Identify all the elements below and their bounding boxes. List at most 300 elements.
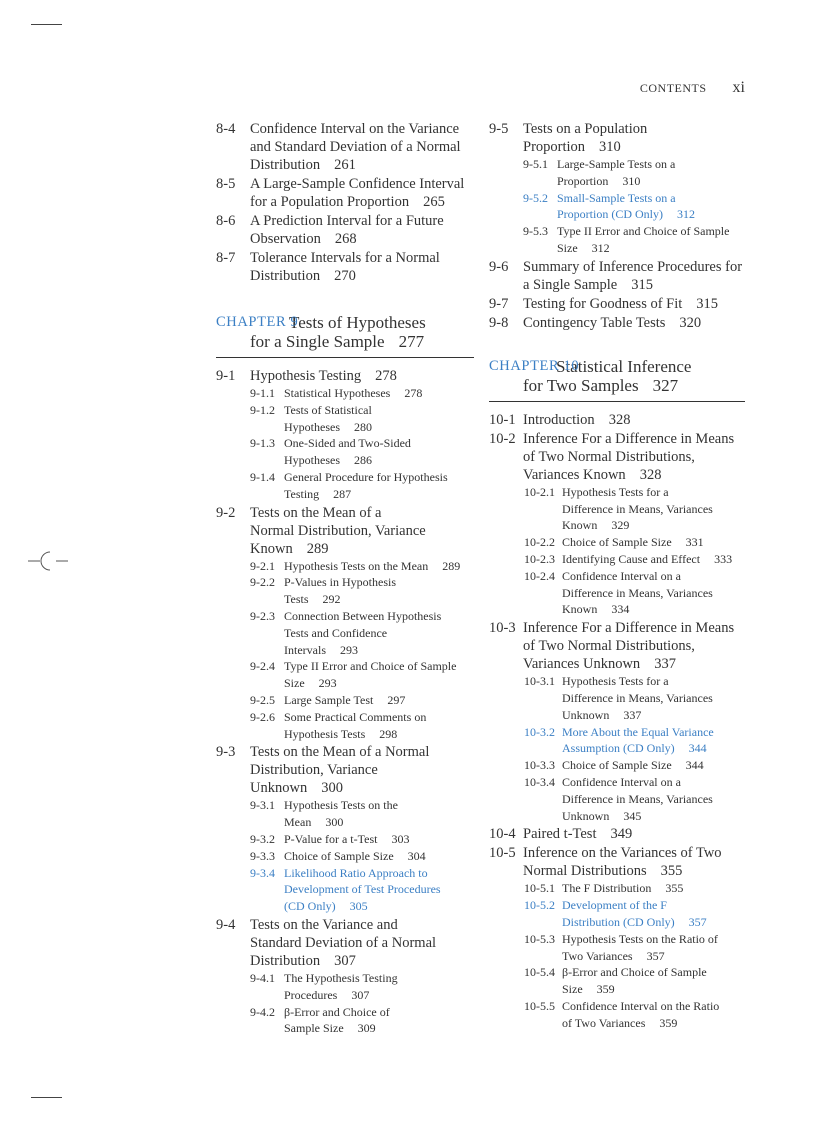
entry-title-line bbox=[250, 504, 474, 522]
chapter-label: CHAPTER 9 bbox=[216, 314, 299, 330]
entry-title-text: Difference in Means, Variances bbox=[562, 501, 713, 516]
entry-title-text: Known bbox=[562, 518, 598, 533]
entry-title-text: Normal Distributions bbox=[523, 863, 647, 880]
entry-title-line bbox=[557, 156, 745, 173]
entry-title-text: Assumption (CD Only) bbox=[562, 741, 675, 756]
entry-title-line bbox=[523, 862, 745, 880]
entry-page-number: 337 bbox=[654, 656, 676, 673]
entry-title-line bbox=[523, 138, 745, 156]
entry-page-number: 315 bbox=[696, 295, 719, 312]
entry-title-line bbox=[250, 193, 474, 211]
entry-page-number: 300 bbox=[325, 815, 344, 830]
section-number: 10-3.3 bbox=[524, 758, 555, 773]
toc-section[interactable] bbox=[216, 503, 474, 558]
section-number: 10-2 bbox=[489, 430, 516, 447]
toc-subsection[interactable] bbox=[489, 484, 745, 534]
entry-title-text: Inference on the Variances of Two bbox=[523, 845, 722, 862]
section-number: 10-2.3 bbox=[524, 551, 555, 566]
chapter-title-line bbox=[523, 376, 745, 395]
section-number: 9-5.2 bbox=[523, 190, 548, 205]
entry-title-text: A Prediction Interval for a Future bbox=[250, 213, 444, 229]
section-number: 9-1 bbox=[216, 368, 236, 384]
chapter-title-text: for a Single Sample bbox=[250, 332, 385, 351]
entry-title-text: Proportion (CD Only) bbox=[557, 207, 663, 222]
entry-title-text: Hypothesis Testing bbox=[250, 368, 362, 384]
entry-title-text: General Procedure for Hypothesis bbox=[284, 469, 448, 484]
entry-title-line bbox=[562, 585, 745, 602]
entry-title-line bbox=[250, 249, 474, 267]
entry-title-text: Hypothesis Tests on the bbox=[284, 798, 398, 813]
entry-page-number: 355 bbox=[665, 881, 684, 896]
entry-title-line bbox=[284, 970, 474, 987]
toc-subsection[interactable] bbox=[216, 970, 474, 1004]
toc-subsection[interactable] bbox=[216, 848, 474, 865]
toc-subsection[interactable] bbox=[216, 797, 474, 831]
toc-subsection[interactable] bbox=[489, 551, 745, 568]
entry-title-line bbox=[523, 825, 745, 843]
entry-title-line bbox=[562, 774, 745, 791]
entry-title-text: Tests bbox=[284, 592, 309, 607]
entry-page-number: 261 bbox=[334, 157, 356, 173]
entry-title-text: Hypothesis Tests for a bbox=[562, 484, 669, 499]
entry-title-text: Summary of Inference Procedures for bbox=[523, 258, 743, 275]
toc-subsection[interactable] bbox=[216, 608, 474, 658]
entry-title-text: Proportion bbox=[557, 173, 609, 188]
section-number: 9-1.2 bbox=[250, 402, 275, 417]
entry-title-line bbox=[250, 540, 474, 558]
entry-title-text: Inference For a Difference in Means bbox=[523, 620, 735, 637]
entry-page-number: 293 bbox=[339, 642, 358, 657]
toc-subsection[interactable] bbox=[216, 402, 474, 436]
entry-title-text: Some Practical Comments on bbox=[284, 709, 427, 724]
entry-page-number: 357 bbox=[688, 914, 707, 929]
entry-title-line bbox=[250, 212, 474, 230]
entry-title-line bbox=[250, 522, 474, 540]
entry-title-text: Confidence Interval on a bbox=[562, 774, 681, 789]
entry-title-line bbox=[250, 267, 474, 285]
entry-title-text: A Large-Sample Confidence Interval bbox=[250, 176, 465, 192]
entry-title-line bbox=[562, 1015, 745, 1032]
entry-title-line bbox=[284, 625, 474, 642]
entry-page-number: 292 bbox=[322, 592, 341, 607]
section-number: 9-2.2 bbox=[250, 575, 275, 590]
running-header bbox=[640, 79, 745, 97]
toc-subsection[interactable] bbox=[489, 534, 745, 551]
entry-page-number: 300 bbox=[321, 780, 343, 797]
toc-subsection[interactable] bbox=[216, 709, 474, 743]
entry-title-text: Development of the F bbox=[562, 898, 667, 913]
entry-page-number: 293 bbox=[318, 676, 337, 691]
toc-subsection[interactable] bbox=[489, 757, 745, 774]
entry-page-number: 304 bbox=[407, 848, 426, 863]
entry-title-text: Hypotheses bbox=[284, 453, 340, 468]
entry-page-number: 310 bbox=[622, 173, 641, 188]
entry-title-text: Sample Size bbox=[284, 1021, 344, 1036]
toc-section[interactable] bbox=[489, 410, 745, 429]
entry-page-number: 359 bbox=[659, 1015, 678, 1030]
section-number: 9-1.3 bbox=[250, 436, 275, 451]
entry-title-text: Known bbox=[562, 602, 598, 617]
entry-title-line bbox=[284, 881, 474, 898]
entry-title-line bbox=[562, 998, 745, 1015]
entry-title-line bbox=[562, 757, 745, 774]
section-number: 10-2.1 bbox=[524, 484, 555, 499]
entry-title-text: Distribution (CD Only) bbox=[562, 914, 675, 929]
entry-title-line bbox=[284, 642, 474, 659]
entry-title-text: Variances Known bbox=[523, 466, 626, 483]
section-number: 9-5.3 bbox=[523, 224, 548, 239]
entry-title-line bbox=[250, 952, 474, 970]
entry-title-text: Statistical Hypotheses bbox=[284, 386, 391, 400]
entry-title-text: Hypothesis Tests on the Mean bbox=[284, 558, 429, 573]
entry-title-line bbox=[284, 608, 474, 625]
entry-title-text: Tolerance Intervals for a Normal bbox=[250, 250, 440, 266]
section-number: 10-5.3 bbox=[524, 931, 555, 946]
section-number: 9-3.4 bbox=[250, 865, 275, 880]
entry-title-line bbox=[557, 206, 745, 223]
chapter-page-number: 277 bbox=[398, 332, 425, 351]
entry-page-number: 315 bbox=[631, 276, 653, 293]
entry-title-line bbox=[284, 558, 474, 575]
toc-subsection[interactable] bbox=[489, 673, 745, 723]
entry-title-line bbox=[562, 551, 745, 568]
entry-title-line bbox=[562, 791, 745, 808]
toc-section[interactable] bbox=[216, 211, 474, 248]
section-number: 9-8 bbox=[489, 314, 509, 331]
toc-subsection[interactable] bbox=[489, 156, 745, 190]
entry-page-number: 312 bbox=[677, 207, 695, 222]
entry-title-text: Confidence Interval on the Ratio bbox=[562, 998, 720, 1013]
entry-title-text: Intervals bbox=[284, 642, 326, 657]
chapter-heading bbox=[216, 313, 474, 358]
entry-title-line bbox=[284, 797, 474, 814]
section-number: 9-2.5 bbox=[250, 692, 275, 707]
toc-subsection[interactable] bbox=[216, 831, 474, 848]
entry-title-text: Connection Between Hypothesis bbox=[284, 608, 442, 623]
entry-title-line bbox=[562, 568, 745, 585]
section-number: 9-1.1 bbox=[250, 386, 275, 400]
chapter-title-text: Tests of Hypotheses bbox=[289, 313, 426, 332]
toc-subsection[interactable] bbox=[489, 774, 745, 824]
section-number: 9-4.1 bbox=[250, 970, 275, 985]
entry-title-text: More About the Equal Variance bbox=[562, 724, 714, 739]
entry-title-text: Tests on a Population bbox=[523, 121, 648, 137]
entry-title-line bbox=[523, 655, 745, 673]
entry-title-line bbox=[250, 916, 474, 934]
entry-title-text: Type II Error and Choice of Sample bbox=[284, 659, 457, 674]
entry-title-text: β-Error and Choice of Sample bbox=[562, 965, 707, 980]
entry-title-text: Inference For a Difference in Means bbox=[523, 430, 735, 447]
toc-subsection[interactable] bbox=[216, 385, 474, 402]
entry-page-number: 309 bbox=[357, 1021, 376, 1036]
section-number: 9-3.2 bbox=[250, 831, 275, 846]
entry-title-text: Unknown bbox=[562, 808, 610, 823]
entry-title-line bbox=[250, 156, 474, 174]
entry-title-text: Hypotheses bbox=[284, 419, 340, 434]
entry-title-text: of Two Variances bbox=[562, 1015, 646, 1030]
entry-title-line bbox=[562, 517, 745, 534]
toc-subsection[interactable] bbox=[489, 724, 745, 758]
entry-title-text: Unknown bbox=[250, 780, 308, 797]
toc-subsection[interactable] bbox=[489, 897, 745, 931]
toc-subsection[interactable] bbox=[216, 1004, 474, 1038]
entry-page-number: 312 bbox=[591, 240, 610, 255]
toc-subsection[interactable] bbox=[216, 469, 474, 503]
toc-section[interactable] bbox=[489, 119, 745, 156]
entry-title-line bbox=[284, 486, 474, 503]
entry-title-line bbox=[562, 601, 745, 618]
toc-section[interactable] bbox=[489, 429, 745, 484]
entry-title-line bbox=[523, 276, 745, 294]
section-number: 10-1 bbox=[489, 411, 516, 428]
entry-title-text: Proportion bbox=[523, 139, 586, 155]
section-number: 10-4 bbox=[489, 826, 516, 843]
entry-title-text: Difference in Means, Variances bbox=[562, 585, 713, 600]
toc-subsection[interactable] bbox=[216, 692, 474, 709]
toc-subsection[interactable] bbox=[489, 223, 745, 257]
section-number: 10-5.4 bbox=[524, 965, 555, 980]
entry-title-line bbox=[562, 501, 745, 518]
toc-subsection[interactable] bbox=[489, 998, 745, 1032]
entry-title-text: P-Values in Hypothesis bbox=[284, 575, 396, 590]
entry-title-text: Hypothesis Tests bbox=[284, 726, 366, 741]
entry-title-line bbox=[562, 948, 745, 965]
toc-subsection[interactable] bbox=[216, 865, 474, 915]
chapter-title-text: Statistical Inference bbox=[556, 356, 692, 376]
toc-subsection[interactable] bbox=[216, 574, 474, 608]
entry-title-line bbox=[562, 808, 745, 825]
entry-page-number: 289 bbox=[306, 540, 329, 557]
entry-title-line bbox=[284, 848, 474, 865]
entry-title-line bbox=[284, 987, 474, 1004]
toc-section[interactable] bbox=[216, 366, 474, 385]
entry-title-line bbox=[284, 658, 474, 675]
entry-title-text: Variances Unknown bbox=[523, 656, 641, 673]
entry-title-text: Identifying Cause and Effect bbox=[562, 551, 701, 566]
section-number: 9-6 bbox=[489, 258, 509, 275]
section-number: 10-5 bbox=[489, 845, 516, 862]
section-number: 10-3.4 bbox=[524, 774, 555, 789]
entry-title-text: Size bbox=[562, 982, 583, 997]
entry-title-line bbox=[284, 469, 474, 486]
entry-page-number: 268 bbox=[334, 231, 357, 247]
entry-title-text: Size bbox=[557, 240, 578, 255]
entry-page-number: 289 bbox=[442, 558, 461, 573]
toc-section[interactable] bbox=[216, 174, 474, 211]
section-number: 10-5.2 bbox=[524, 898, 555, 913]
entry-title-text: Unknown bbox=[562, 707, 610, 722]
entry-title-line bbox=[557, 240, 745, 257]
entry-page-number: 344 bbox=[685, 758, 704, 773]
entry-title-line bbox=[284, 831, 474, 848]
entry-page-number: 344 bbox=[688, 741, 707, 756]
toc-subsection[interactable] bbox=[489, 190, 745, 224]
entry-title-line bbox=[562, 880, 745, 897]
page-number: xi bbox=[732, 79, 745, 96]
entry-title-line bbox=[562, 484, 745, 501]
entry-title-text: Distribution bbox=[250, 952, 321, 969]
entry-title-line bbox=[562, 931, 745, 948]
entry-page-number: 329 bbox=[611, 518, 630, 533]
entry-title-line bbox=[284, 452, 474, 469]
entry-title-line bbox=[284, 865, 474, 882]
entry-title-text: Tests on the Mean of a bbox=[250, 504, 382, 521]
entry-title-line bbox=[284, 726, 474, 743]
entry-page-number: 349 bbox=[610, 826, 633, 843]
entry-title-text: Large Sample Test bbox=[284, 692, 374, 707]
entry-title-line bbox=[523, 295, 745, 313]
chapter-title-line bbox=[250, 332, 474, 351]
entry-page-number: 333 bbox=[714, 551, 733, 566]
section-number: 9-1.4 bbox=[250, 469, 275, 484]
entry-page-number: 286 bbox=[354, 453, 372, 468]
entry-page-number: 307 bbox=[334, 952, 356, 969]
crop-mark-top-left bbox=[31, 24, 62, 25]
toc-subsection[interactable] bbox=[489, 880, 745, 897]
entry-page-number: 280 bbox=[354, 419, 372, 434]
entry-title-line bbox=[562, 724, 745, 741]
entry-title-text: Paired t-Test bbox=[523, 826, 597, 843]
section-number: 9-2.4 bbox=[250, 659, 275, 674]
toc-right-column bbox=[489, 119, 745, 1032]
toc-subsection[interactable] bbox=[489, 568, 745, 618]
entry-title-text: One-Sided and Two-Sided bbox=[284, 436, 411, 451]
toc-section[interactable] bbox=[216, 915, 474, 970]
entry-title-text: Standard Deviation of a Normal bbox=[250, 934, 437, 951]
section-number: 10-3.2 bbox=[524, 724, 555, 739]
entry-page-number: 305 bbox=[349, 899, 368, 914]
entry-title-text: Procedures bbox=[284, 987, 338, 1002]
entry-title-text: Confidence Interval on the Variance bbox=[250, 121, 460, 137]
toc-section[interactable] bbox=[489, 618, 745, 673]
entry-title-line bbox=[250, 743, 474, 761]
entry-title-text: Type II Error and Choice of Sample bbox=[557, 224, 730, 239]
entry-title-text: Large-Sample Tests on a bbox=[557, 157, 676, 171]
running-head-title: CONTENTS bbox=[639, 81, 707, 95]
entry-title-text: Choice of Sample Size bbox=[562, 535, 672, 550]
entry-title-text: Known bbox=[250, 540, 293, 557]
toc-left-column bbox=[216, 119, 474, 1037]
entry-title-line bbox=[562, 897, 745, 914]
entry-page-number: 334 bbox=[611, 602, 630, 617]
entry-title-line bbox=[562, 981, 745, 998]
entry-page-number: 320 bbox=[679, 314, 702, 331]
entry-title-text: Introduction bbox=[523, 411, 595, 428]
toc-section[interactable] bbox=[489, 313, 745, 332]
entry-title-line bbox=[523, 314, 745, 332]
entry-title-text: (CD Only) bbox=[284, 899, 336, 914]
entry-title-line bbox=[523, 258, 745, 276]
entry-title-line bbox=[250, 367, 474, 385]
entry-page-number: 278 bbox=[404, 386, 423, 400]
entry-title-text: Testing bbox=[284, 486, 320, 501]
chapter-heading bbox=[489, 357, 745, 402]
toc-section[interactable] bbox=[489, 294, 745, 313]
entry-title-line bbox=[562, 740, 745, 757]
entry-title-line bbox=[523, 619, 745, 637]
crop-mark-bottom-left bbox=[31, 1097, 62, 1098]
entry-title-line bbox=[284, 814, 474, 831]
toc-subsection[interactable] bbox=[489, 931, 745, 965]
toc-subsection[interactable] bbox=[216, 558, 474, 575]
section-number: 9-4.2 bbox=[250, 1004, 275, 1019]
entry-title-text: Difference in Means, Variances bbox=[562, 690, 713, 705]
entry-title-text: Development of Test Procedures bbox=[284, 882, 441, 897]
toc-section[interactable] bbox=[216, 248, 474, 285]
section-number: 9-3.1 bbox=[250, 798, 275, 813]
registration-mark-icon bbox=[28, 548, 68, 574]
entry-page-number: 345 bbox=[623, 808, 642, 823]
entry-title-line bbox=[562, 534, 745, 551]
entry-title-text: Hypothesis Tests on the Ratio of bbox=[562, 931, 718, 946]
entry-title-line bbox=[250, 120, 474, 138]
entry-title-text: of Two Normal Distributions, bbox=[523, 638, 695, 655]
entry-title-text: a Single Sample bbox=[523, 276, 618, 293]
entry-title-line bbox=[562, 707, 745, 724]
section-number: 9-3.3 bbox=[250, 848, 275, 863]
entry-title-line bbox=[284, 675, 474, 692]
entry-title-text: Two Variances bbox=[562, 948, 633, 963]
entry-page-number: 298 bbox=[379, 726, 398, 741]
section-number: 10-2.4 bbox=[524, 568, 555, 583]
entry-title-line bbox=[250, 138, 474, 156]
section-number: 9-2.3 bbox=[250, 608, 275, 623]
entry-page-number: 270 bbox=[334, 268, 356, 284]
entry-title-text: The F Distribution bbox=[562, 881, 652, 896]
section-number: 9-2.6 bbox=[250, 709, 275, 724]
entry-title-text: Small-Sample Tests on a bbox=[557, 190, 676, 205]
entry-title-line bbox=[284, 692, 474, 709]
entry-title-line bbox=[284, 419, 474, 436]
entry-title-text: Normal Distribution, Variance bbox=[250, 522, 426, 539]
entry-title-line bbox=[562, 690, 745, 707]
section-number: 10-5.1 bbox=[524, 881, 555, 896]
section-number: 10-2.2 bbox=[524, 535, 555, 550]
toc-section[interactable] bbox=[216, 119, 474, 174]
entry-page-number: 303 bbox=[391, 831, 410, 846]
entry-title-text: and Standard Deviation of a Normal bbox=[250, 139, 461, 155]
entry-title-text: β-Error and Choice of bbox=[284, 1004, 390, 1019]
entry-title-text: Contingency Table Tests bbox=[523, 314, 666, 331]
toc-section[interactable] bbox=[489, 824, 745, 843]
entry-title-line bbox=[557, 223, 745, 240]
toc-subsection[interactable] bbox=[216, 435, 474, 469]
entry-title-line bbox=[284, 574, 474, 591]
section-number: 8-7 bbox=[216, 250, 236, 266]
toc-section[interactable] bbox=[489, 843, 745, 880]
toc-subsection[interactable] bbox=[489, 964, 745, 998]
entry-title-line bbox=[250, 779, 474, 797]
entry-title-line bbox=[250, 761, 474, 779]
entry-page-number: 359 bbox=[596, 982, 615, 997]
entry-title-text: The Hypothesis Testing bbox=[284, 970, 398, 985]
entry-title-line bbox=[523, 120, 745, 138]
entry-title-line bbox=[523, 411, 745, 429]
entry-title-line bbox=[250, 175, 474, 193]
section-number: 10-3 bbox=[489, 620, 516, 637]
entry-title-text: Hypothesis Tests for a bbox=[562, 674, 669, 689]
entry-page-number: 297 bbox=[387, 692, 406, 707]
toc-section[interactable] bbox=[216, 742, 474, 797]
toc-section[interactable] bbox=[489, 257, 745, 294]
entry-title-line bbox=[562, 673, 745, 690]
entry-title-text: Size bbox=[284, 676, 305, 691]
entry-title-line bbox=[284, 591, 474, 608]
entry-title-line bbox=[284, 709, 474, 726]
toc-subsection[interactable] bbox=[216, 658, 474, 692]
entry-title-text: Confidence Interval on a bbox=[562, 568, 681, 583]
section-number: 8-6 bbox=[216, 213, 236, 229]
